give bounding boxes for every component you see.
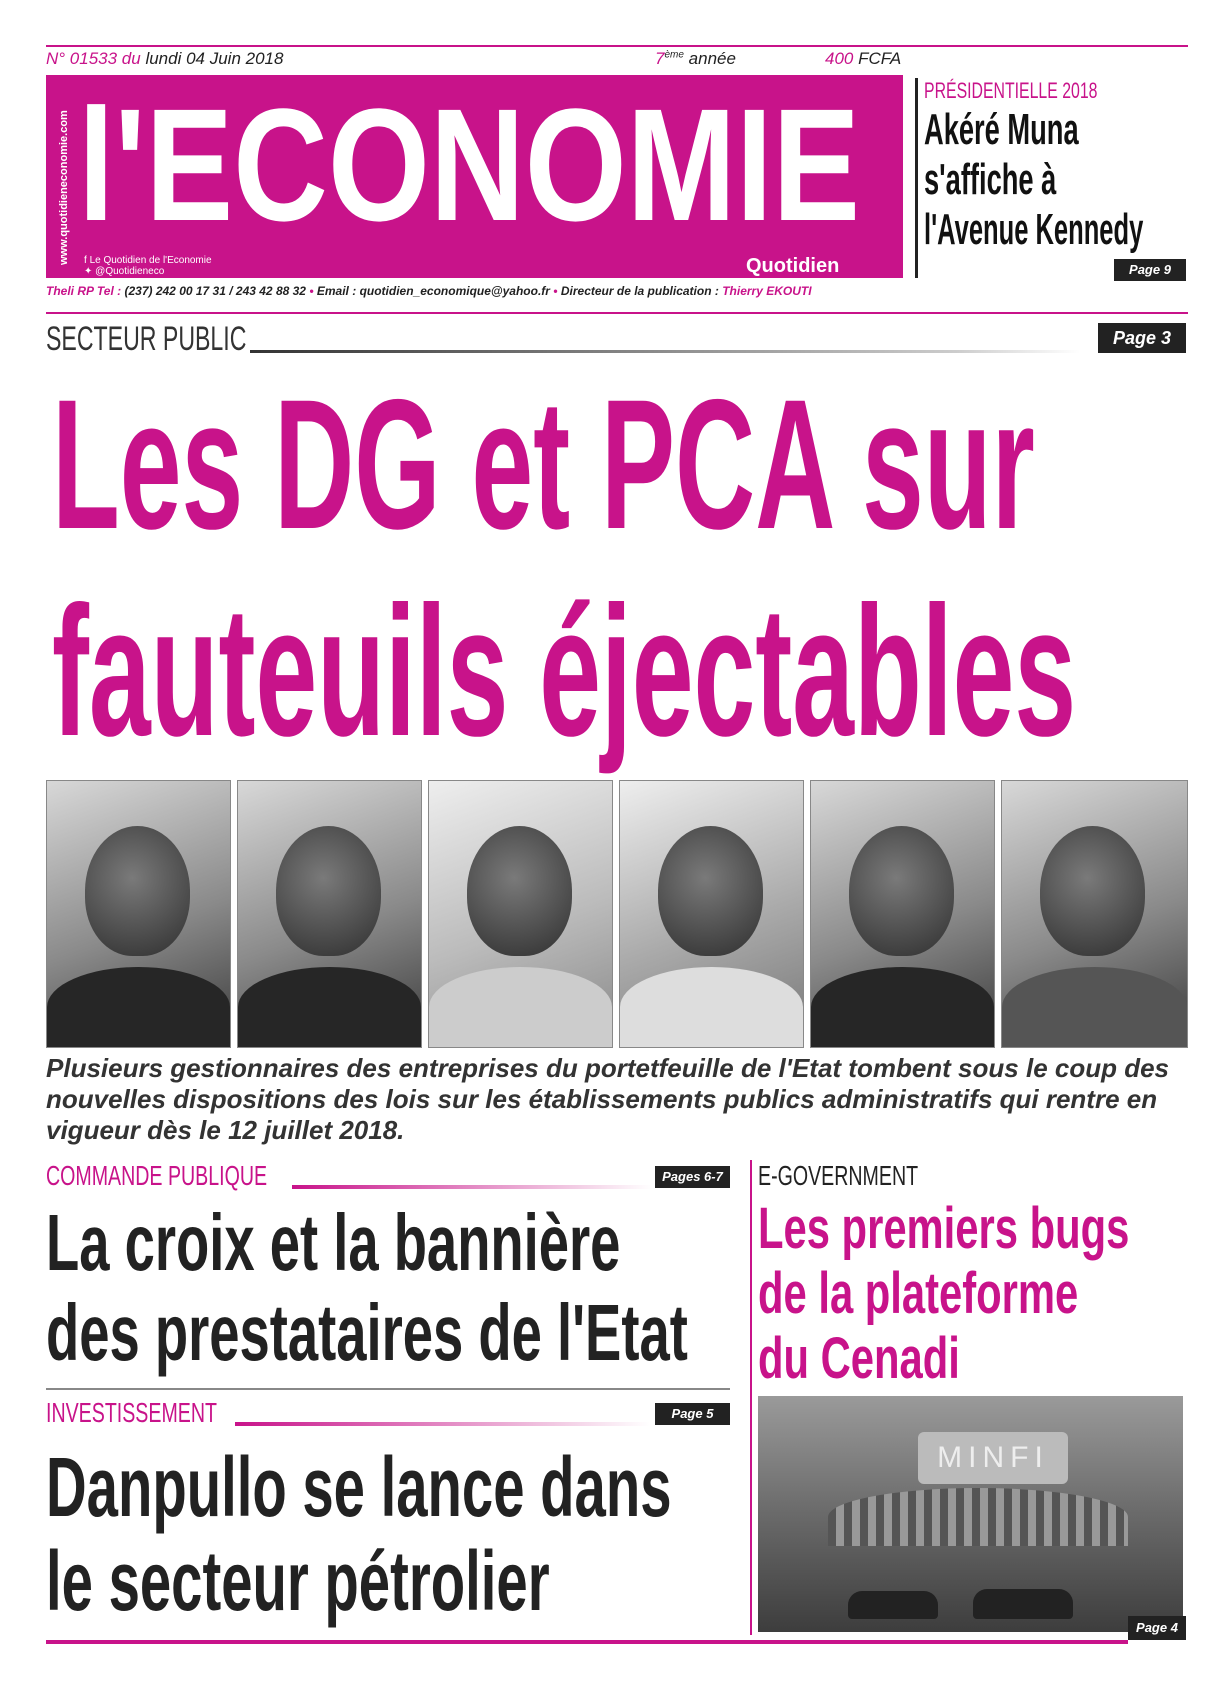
- price-currency: FCFA: [858, 49, 902, 68]
- commande-page-badge: Pages 6-7: [655, 1166, 730, 1188]
- facebook-link[interactable]: [84, 255, 212, 266]
- contact-tel: (237) 242 00 17 31 / 243 42 88 32: [124, 284, 306, 298]
- contact-theli: Theli RP: [46, 284, 94, 298]
- egov-headline-line: du Cenadi: [758, 1326, 960, 1391]
- invest-headline-line: le secteur pétrolier: [46, 1534, 550, 1628]
- minfi-building-photo: [758, 1396, 1183, 1632]
- invest-page-badge: Page 5: [655, 1403, 730, 1425]
- invest-headline-line: Danpullo se lance dans: [46, 1440, 672, 1534]
- column-rule: [750, 1160, 752, 1635]
- bottom-rule: [46, 1640, 1128, 1644]
- divider: [46, 1388, 730, 1390]
- year-info: [655, 49, 736, 69]
- twitter-icon: ✦: [84, 266, 96, 277]
- price-number: 400: [825, 49, 854, 68]
- masthead: [46, 75, 903, 278]
- header-rule: [46, 312, 1188, 314]
- portrait-photo: [46, 780, 231, 1048]
- top-rule: [46, 45, 1188, 47]
- contact-director-label: Directeur de la publication :: [560, 284, 719, 298]
- egov-headline-line: de la plateforme: [758, 1261, 1079, 1326]
- main-page-badge: Page 3: [1098, 323, 1186, 353]
- commande-headline-line: des prestataires de l'Etat: [46, 1288, 688, 1377]
- contact-tel-label: Tel :: [96, 284, 122, 298]
- building-sign: MINFI: [918, 1432, 1068, 1484]
- commande-kicker: COMMANDE PUBLIQUE: [46, 1160, 268, 1191]
- twitter-label: @Quotidieneco: [95, 266, 165, 277]
- car: [973, 1589, 1073, 1619]
- issue-number: N° 01533 du: [46, 49, 141, 68]
- issue-date: lundi 04 Juin 2018: [145, 49, 284, 68]
- kicker-rule: [235, 1422, 650, 1426]
- portrait-photo: [1001, 780, 1188, 1048]
- year-label: année: [688, 49, 736, 68]
- portrait-photo: [237, 780, 422, 1048]
- price: [825, 49, 901, 69]
- facebook-icon: f: [84, 255, 90, 266]
- kicker-rule: [292, 1185, 652, 1189]
- teaser-rule: [915, 78, 918, 278]
- commande-headline-line: La croix et la bannière: [46, 1198, 621, 1287]
- teaser-page-badge: Page 9: [1114, 259, 1186, 281]
- portrait-photo: [619, 780, 804, 1048]
- contact-director: Thierry EKOUTI: [722, 284, 812, 298]
- facebook-label: Le Quotidien de l'Economie: [89, 255, 212, 266]
- car: [848, 1591, 938, 1619]
- main-kicker: SECTEUR PUBLIC: [46, 320, 247, 358]
- main-caption: Plusieurs gestionnaires des entreprises du portetfeuille de l'Etat tombent sous le coup des nouvelles dispositions des lois sur les établissements publics administratifs qui rentre en vigueur dès le 12 juillet 2018.: [46, 1053, 1170, 1145]
- main-headline-line: Les DG et PCA sur: [52, 362, 1035, 568]
- main-headline-line: fauteuils éjectables: [52, 569, 1077, 775]
- kicker-rule: [250, 350, 1080, 353]
- teaser-kicker: PRÉSIDENTIELLE 2018: [924, 78, 1098, 103]
- main-headline[interactable]: [52, 362, 1228, 776]
- masthead-subtitle: Quotidien: [746, 255, 840, 277]
- teaser-line: s'affiche à: [924, 155, 1057, 204]
- invest-kicker: INVESTISSEMENT: [46, 1397, 217, 1428]
- contact-email-label: Email :: [316, 284, 357, 298]
- website: www.quotidieneconomie.com: [58, 110, 70, 265]
- building-canopy: [828, 1488, 1128, 1546]
- twitter-link[interactable]: [84, 266, 164, 277]
- year-number: 7: [655, 49, 665, 68]
- masthead-title: l'ECONOMIE: [78, 75, 861, 254]
- egov-headline-line: Les premiers bugs: [758, 1196, 1130, 1261]
- egov-kicker: E-GOVERNMENT: [758, 1160, 919, 1191]
- egov-headline[interactable]: [758, 1196, 1228, 1391]
- portrait-photo: [428, 780, 613, 1048]
- contact-email[interactable]: quotidien_economique@yahoo.fr: [359, 284, 550, 298]
- teaser[interactable]: [924, 78, 1188, 255]
- contact-line: Theli RP Tel : (237) 242 00 17 31 / 243 42 88 32 • Email : quotidien_economique@yahoo.fr • Directeur de la publication : Thierry EKOUTI: [46, 284, 812, 298]
- teaser-line: Akéré Muna: [924, 105, 1079, 154]
- year-sup: ème: [664, 49, 684, 61]
- teaser-line: l'Avenue Kennedy: [924, 205, 1144, 254]
- portrait-photo: [810, 780, 995, 1048]
- issue-info: [46, 49, 283, 69]
- egov-page-badge: Page 4: [1128, 1616, 1186, 1640]
